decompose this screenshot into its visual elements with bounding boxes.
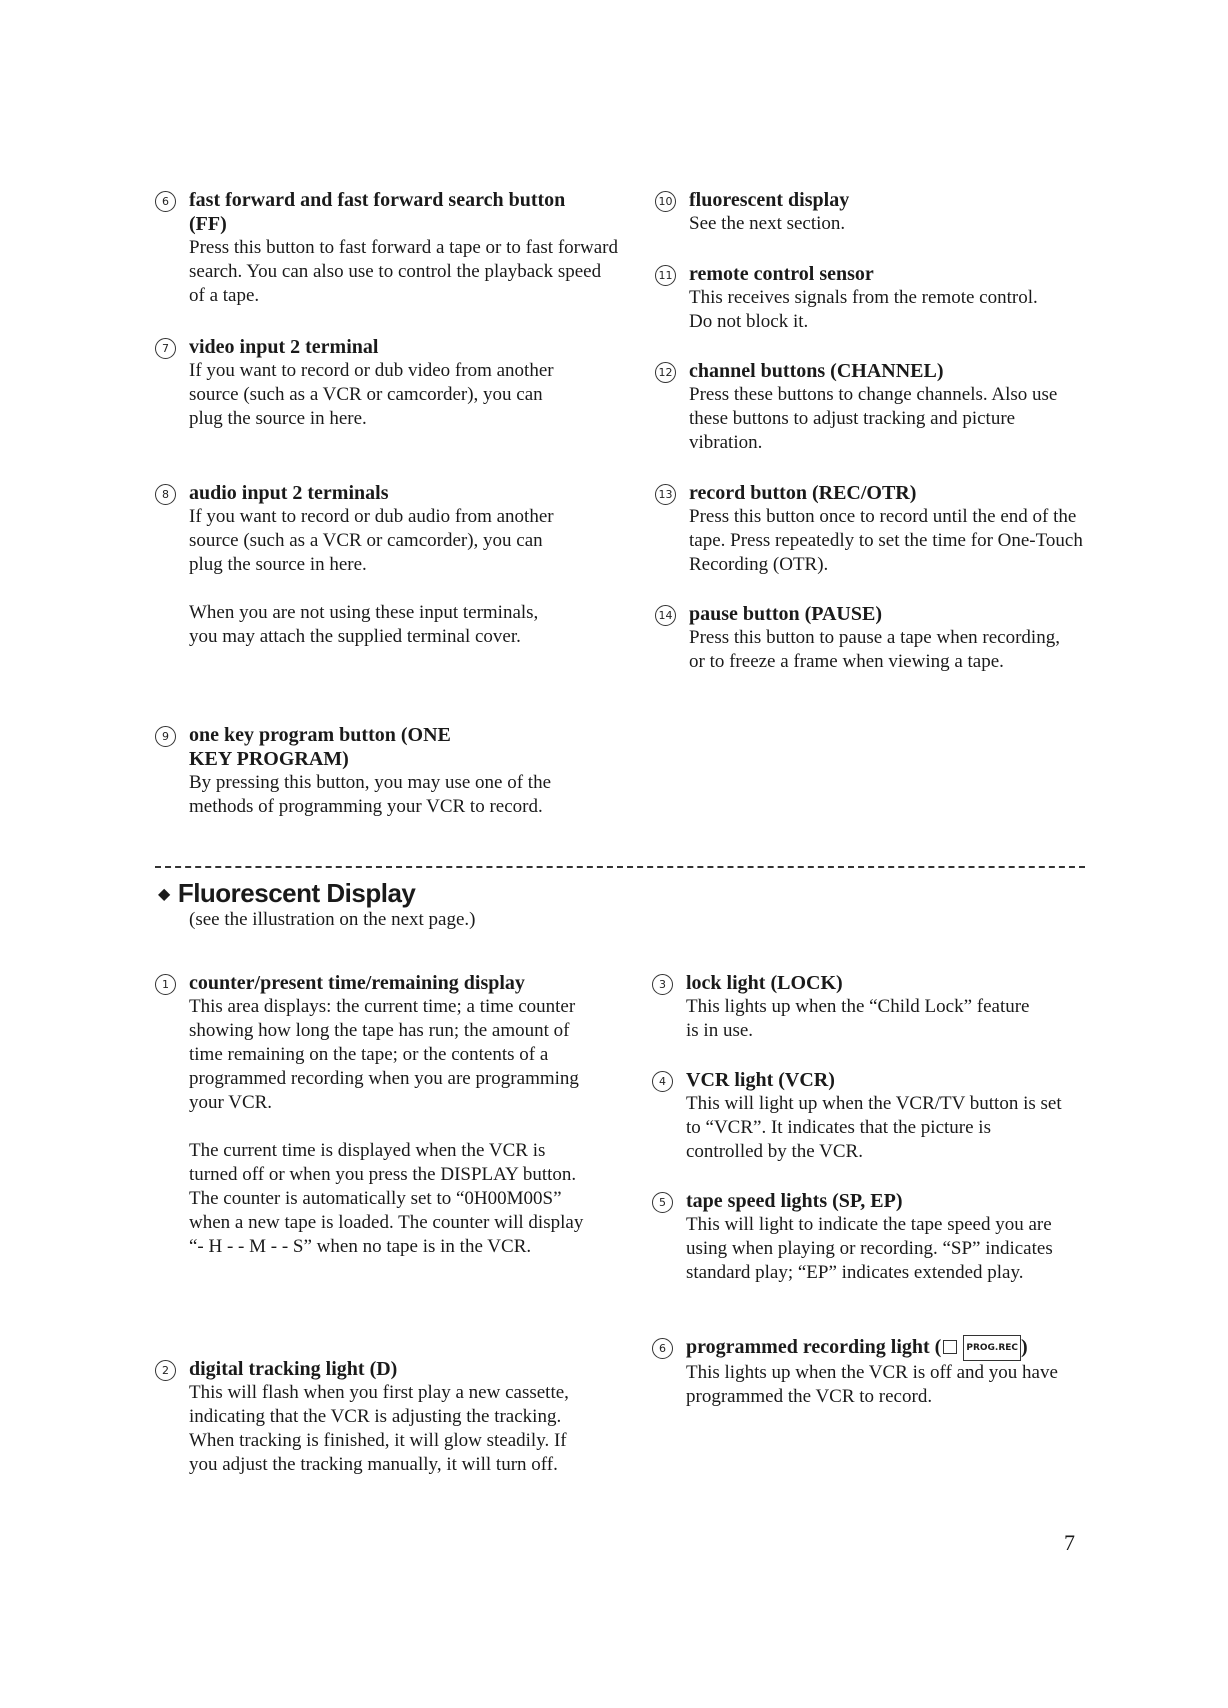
item-video-input-terminal xyxy=(162,335,619,431)
item-title: record button (REC/OTR) xyxy=(689,482,917,504)
item-body: Press this button once to record until the end of the tape. Press repeatedly to set the time for One-Touch Recording (OTR). xyxy=(689,506,1083,575)
item-number: 14 xyxy=(655,605,676,626)
item-body: This area displays: the current time; a time counter showing how long the tape has run; the amount of time remaining on the tape; or the contents of a programmed recording when you are programming your VCR. xyxy=(189,996,579,1113)
section-heading-text: Fluorescent Display xyxy=(177,878,416,908)
prog-rec-icon: PROG.REC xyxy=(963,1335,1021,1361)
item-number: 3 xyxy=(652,974,673,995)
display-item-digital-tracking xyxy=(162,1357,619,1477)
item-record-button xyxy=(658,481,1119,577)
item-title: digital tracking light (D) xyxy=(189,1358,398,1380)
item-title: tape speed lights (SP, EP) xyxy=(686,1190,903,1212)
page-number: 7 xyxy=(1064,1530,1075,1555)
section-divider xyxy=(155,866,1085,868)
display-item-counter xyxy=(162,971,619,1259)
item-number: 4 xyxy=(652,1071,673,1092)
item-title xyxy=(686,1335,1116,1361)
item-title-text: programmed recording light ( xyxy=(686,1336,942,1358)
item-number: 9 xyxy=(155,726,176,747)
item-number: 10 xyxy=(655,191,676,212)
item-title: one key program button (ONE KEY PROGRAM) xyxy=(189,724,451,770)
item-title: fast forward and fast forward search button (FF) xyxy=(189,189,566,235)
item-title: fluorescent display xyxy=(689,189,850,211)
diamond-bullet-icon: ◆ xyxy=(158,886,170,903)
item-number: 1 xyxy=(155,974,176,995)
item-body: If you want to record or dub audio from another source (such as a VCR or camcorder), you can plug the source in here. xyxy=(189,506,554,575)
display-item-lock-light xyxy=(659,971,1116,1043)
display-item-tape-speed xyxy=(659,1189,1116,1285)
item-body: This will light to indicate the tape speed you are using when playing or recording. “SP” indicates standard play; “EP” indicates extended play. xyxy=(686,1214,1053,1283)
item-title: remote control sensor xyxy=(689,263,874,285)
item-body: Press this button to pause a tape when recording, or to freeze a frame when viewing a tape. xyxy=(689,627,1060,672)
item-body: If you want to record or dub video from another source (such as a VCR or camcorder), you can plug the source in here. xyxy=(189,360,554,429)
item-body: Press this button to fast forward a tape or to fast forward search. You can also use to control the playback speed of a tape. xyxy=(189,237,618,306)
item-title: channel buttons (CHANNEL) xyxy=(689,360,944,382)
section-heading xyxy=(158,878,415,909)
item-number: 12 xyxy=(655,362,676,383)
item-body: This will light up when the VCR/TV button is set to “VCR”. It indicates that the picture is controlled by the VCR. xyxy=(686,1093,1062,1162)
item-remote-sensor xyxy=(658,262,1119,334)
clock-box-icon xyxy=(943,1340,957,1354)
item-number: 6 xyxy=(155,191,176,212)
item-body-note: When you are not using these input terminals, you may attach the supplied terminal cover. xyxy=(189,602,539,647)
item-number: 2 xyxy=(155,1360,176,1381)
item-number: 6 xyxy=(652,1338,673,1359)
item-channel-buttons xyxy=(658,359,1119,455)
section-subtitle: (see the illustration on the next page.) xyxy=(189,909,476,930)
item-number: 11 xyxy=(655,265,676,286)
item-audio-input-terminals xyxy=(162,481,619,649)
item-body: This lights up when the VCR is off and you have programmed the VCR to record. xyxy=(686,1362,1058,1407)
item-number: 5 xyxy=(652,1192,673,1213)
item-title: pause button (PAUSE) xyxy=(689,603,882,625)
item-number: 8 xyxy=(155,484,176,505)
item-number: 7 xyxy=(155,338,176,359)
item-title: lock light (LOCK) xyxy=(686,972,843,994)
item-number: 13 xyxy=(655,484,676,505)
item-body: See the next section. xyxy=(689,213,846,234)
item-body: This lights up when the “Child Lock” feature is in use. xyxy=(686,996,1030,1041)
item-body: By pressing this button, you may use one of the methods of programming your VCR to record. xyxy=(189,772,552,817)
item-body-note: The current time is displayed when the VCR is turned off or when you press the DISPLAY button. The counter is automatically set to “0H00M00S” when a new tape is loaded. The counter will display “- H - - M - - S” when no tape is in the VCR. xyxy=(189,1140,584,1257)
item-body: This receives signals from the remote control. Do not block it. xyxy=(689,287,1038,332)
item-fluorescent-display xyxy=(658,188,1119,236)
item-title: counter/present time/remaining display xyxy=(189,972,525,994)
item-pause-button xyxy=(658,602,1119,674)
item-title: video input 2 terminal xyxy=(189,336,379,358)
item-ff-button xyxy=(162,188,619,308)
item-title-end: ) xyxy=(1021,1336,1028,1358)
item-title: VCR light (VCR) xyxy=(686,1069,835,1091)
item-one-key-program-button xyxy=(162,723,619,819)
item-body: This will flash when you first play a new cassette, indicating that the VCR is adjusting the tracking. When tracking is finished, it will glow steadily. If you adjust the tracking manually, it will turn off. xyxy=(189,1382,569,1475)
display-item-programmed-recording xyxy=(659,1335,1116,1409)
item-body: Press these buttons to change channels. Also use these buttons to adjust tracking and picture vibration. xyxy=(689,384,1058,453)
display-item-vcr-light xyxy=(659,1068,1116,1164)
item-title: audio input 2 terminals xyxy=(189,482,389,504)
